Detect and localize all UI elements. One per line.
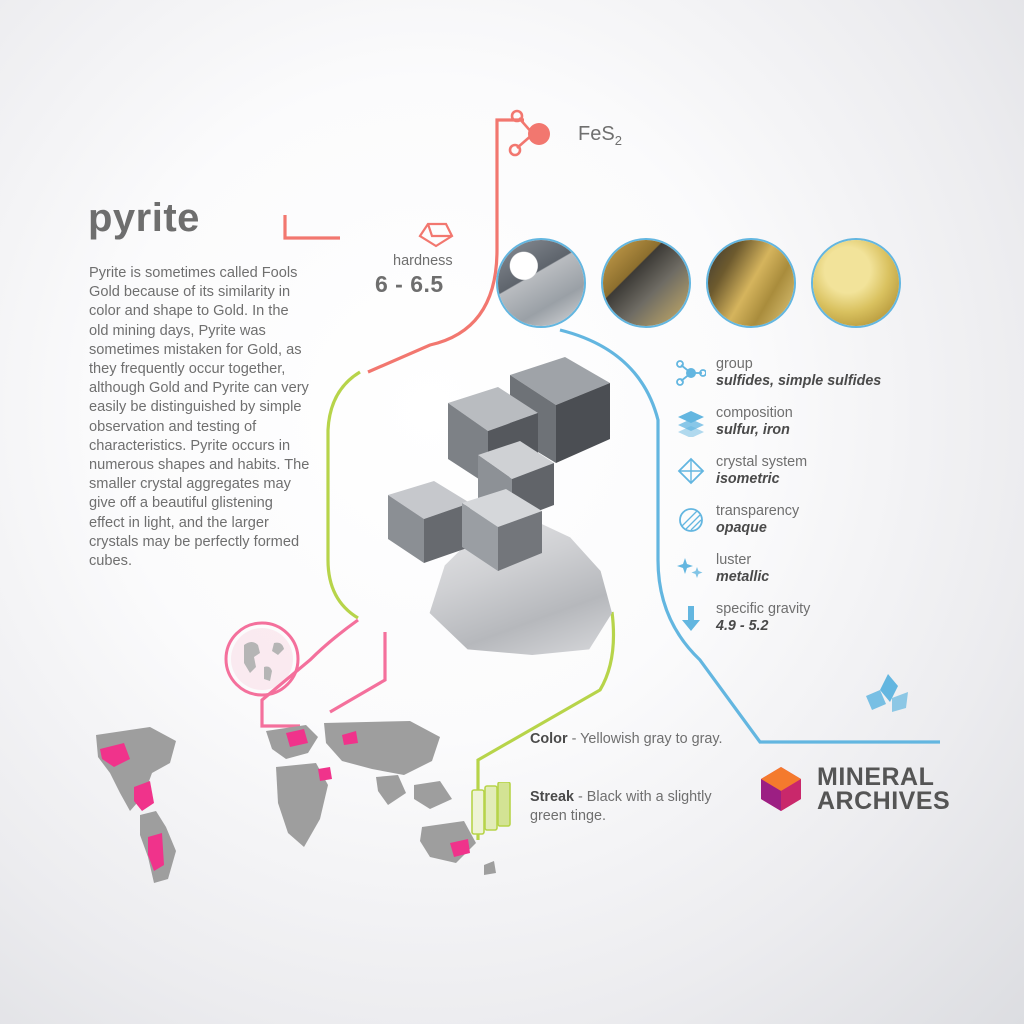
- crystal-cube-left: [388, 481, 470, 563]
- property-value: metallic: [716, 569, 770, 585]
- molecule-icon: [505, 104, 565, 162]
- specimen-photo-2: [601, 238, 691, 328]
- properties-list: [670, 356, 940, 650]
- color-text: - Yellowish gray to gray.: [571, 731, 723, 747]
- property-label: group: [716, 356, 753, 372]
- page-title: pyrite: [88, 196, 200, 240]
- specimen-photo-1: [496, 238, 586, 328]
- sparkle-icon: [676, 554, 706, 584]
- property-value: isometric: [716, 471, 780, 487]
- transparency-icon: [676, 505, 706, 535]
- mineral-specimen-illustration: [370, 335, 670, 660]
- layers-icon: [676, 407, 706, 437]
- specimen-photo-3: [706, 238, 796, 328]
- property-composition: [670, 405, 940, 439]
- property-value: sulfides, simple sulfides: [716, 373, 882, 389]
- chemical-formula: [578, 123, 622, 148]
- hardness-label: hardness: [393, 253, 453, 269]
- octahedron-icon: [676, 456, 706, 486]
- brand-line-1: MINERAL: [817, 763, 935, 791]
- world-occurrence-map: [80, 715, 500, 895]
- hardness-value: 6 - 6.5: [375, 271, 444, 297]
- property-label: crystal system: [716, 454, 808, 470]
- crystal-icon: [862, 672, 922, 728]
- specimen-photo-4: [811, 238, 901, 328]
- streak-label: Streak: [530, 789, 575, 805]
- down-arrow-icon: [676, 603, 706, 633]
- mineral-archives-logo-icon: [757, 765, 805, 813]
- description-text: Pyrite is sometimes called Fools Gold because of its similarity in color and shape to Gold. In the old mining days, Pyrite was sometimes mistaken for Gold, as they frequently occur together, although Gold and Pyrite can very easily be distinguished by simple observation and testing of characteristics. Pyrite occurs in numerous shapes and habits. The smaller crystal aggregates may give off a beautiful glistening effect in light, and the larger crystals may be perfectly formed cubes.: [89, 265, 310, 570]
- property-luster: [670, 552, 940, 586]
- property-value: opaque: [716, 520, 767, 536]
- color-info: [530, 730, 730, 749]
- formula-main: FeS: [578, 123, 615, 145]
- brand-line-2: ARCHIVES: [817, 787, 951, 815]
- property-value: 4.9 - 5.2: [716, 618, 769, 634]
- property-group: [670, 356, 940, 390]
- formula-subscript: 2: [614, 133, 622, 148]
- brand-logo[interactable]: [757, 765, 950, 813]
- property-transparency: [670, 503, 940, 537]
- property-label: luster: [716, 552, 752, 568]
- property-label: transparency: [716, 503, 800, 519]
- streak-info: [530, 788, 730, 826]
- globe-icon: [224, 621, 300, 697]
- property-value: sulfur, iron: [716, 422, 790, 438]
- molecule-icon: [676, 358, 706, 388]
- property-crystal-system: [670, 454, 940, 488]
- property-label: specific gravity: [716, 601, 811, 617]
- hardness-icon: [416, 218, 454, 250]
- property-specific-gravity: [670, 601, 940, 635]
- streak-text: - Black with a slightly green tinge.: [530, 789, 712, 824]
- property-label: composition: [716, 405, 793, 421]
- color-label: Color: [530, 731, 568, 747]
